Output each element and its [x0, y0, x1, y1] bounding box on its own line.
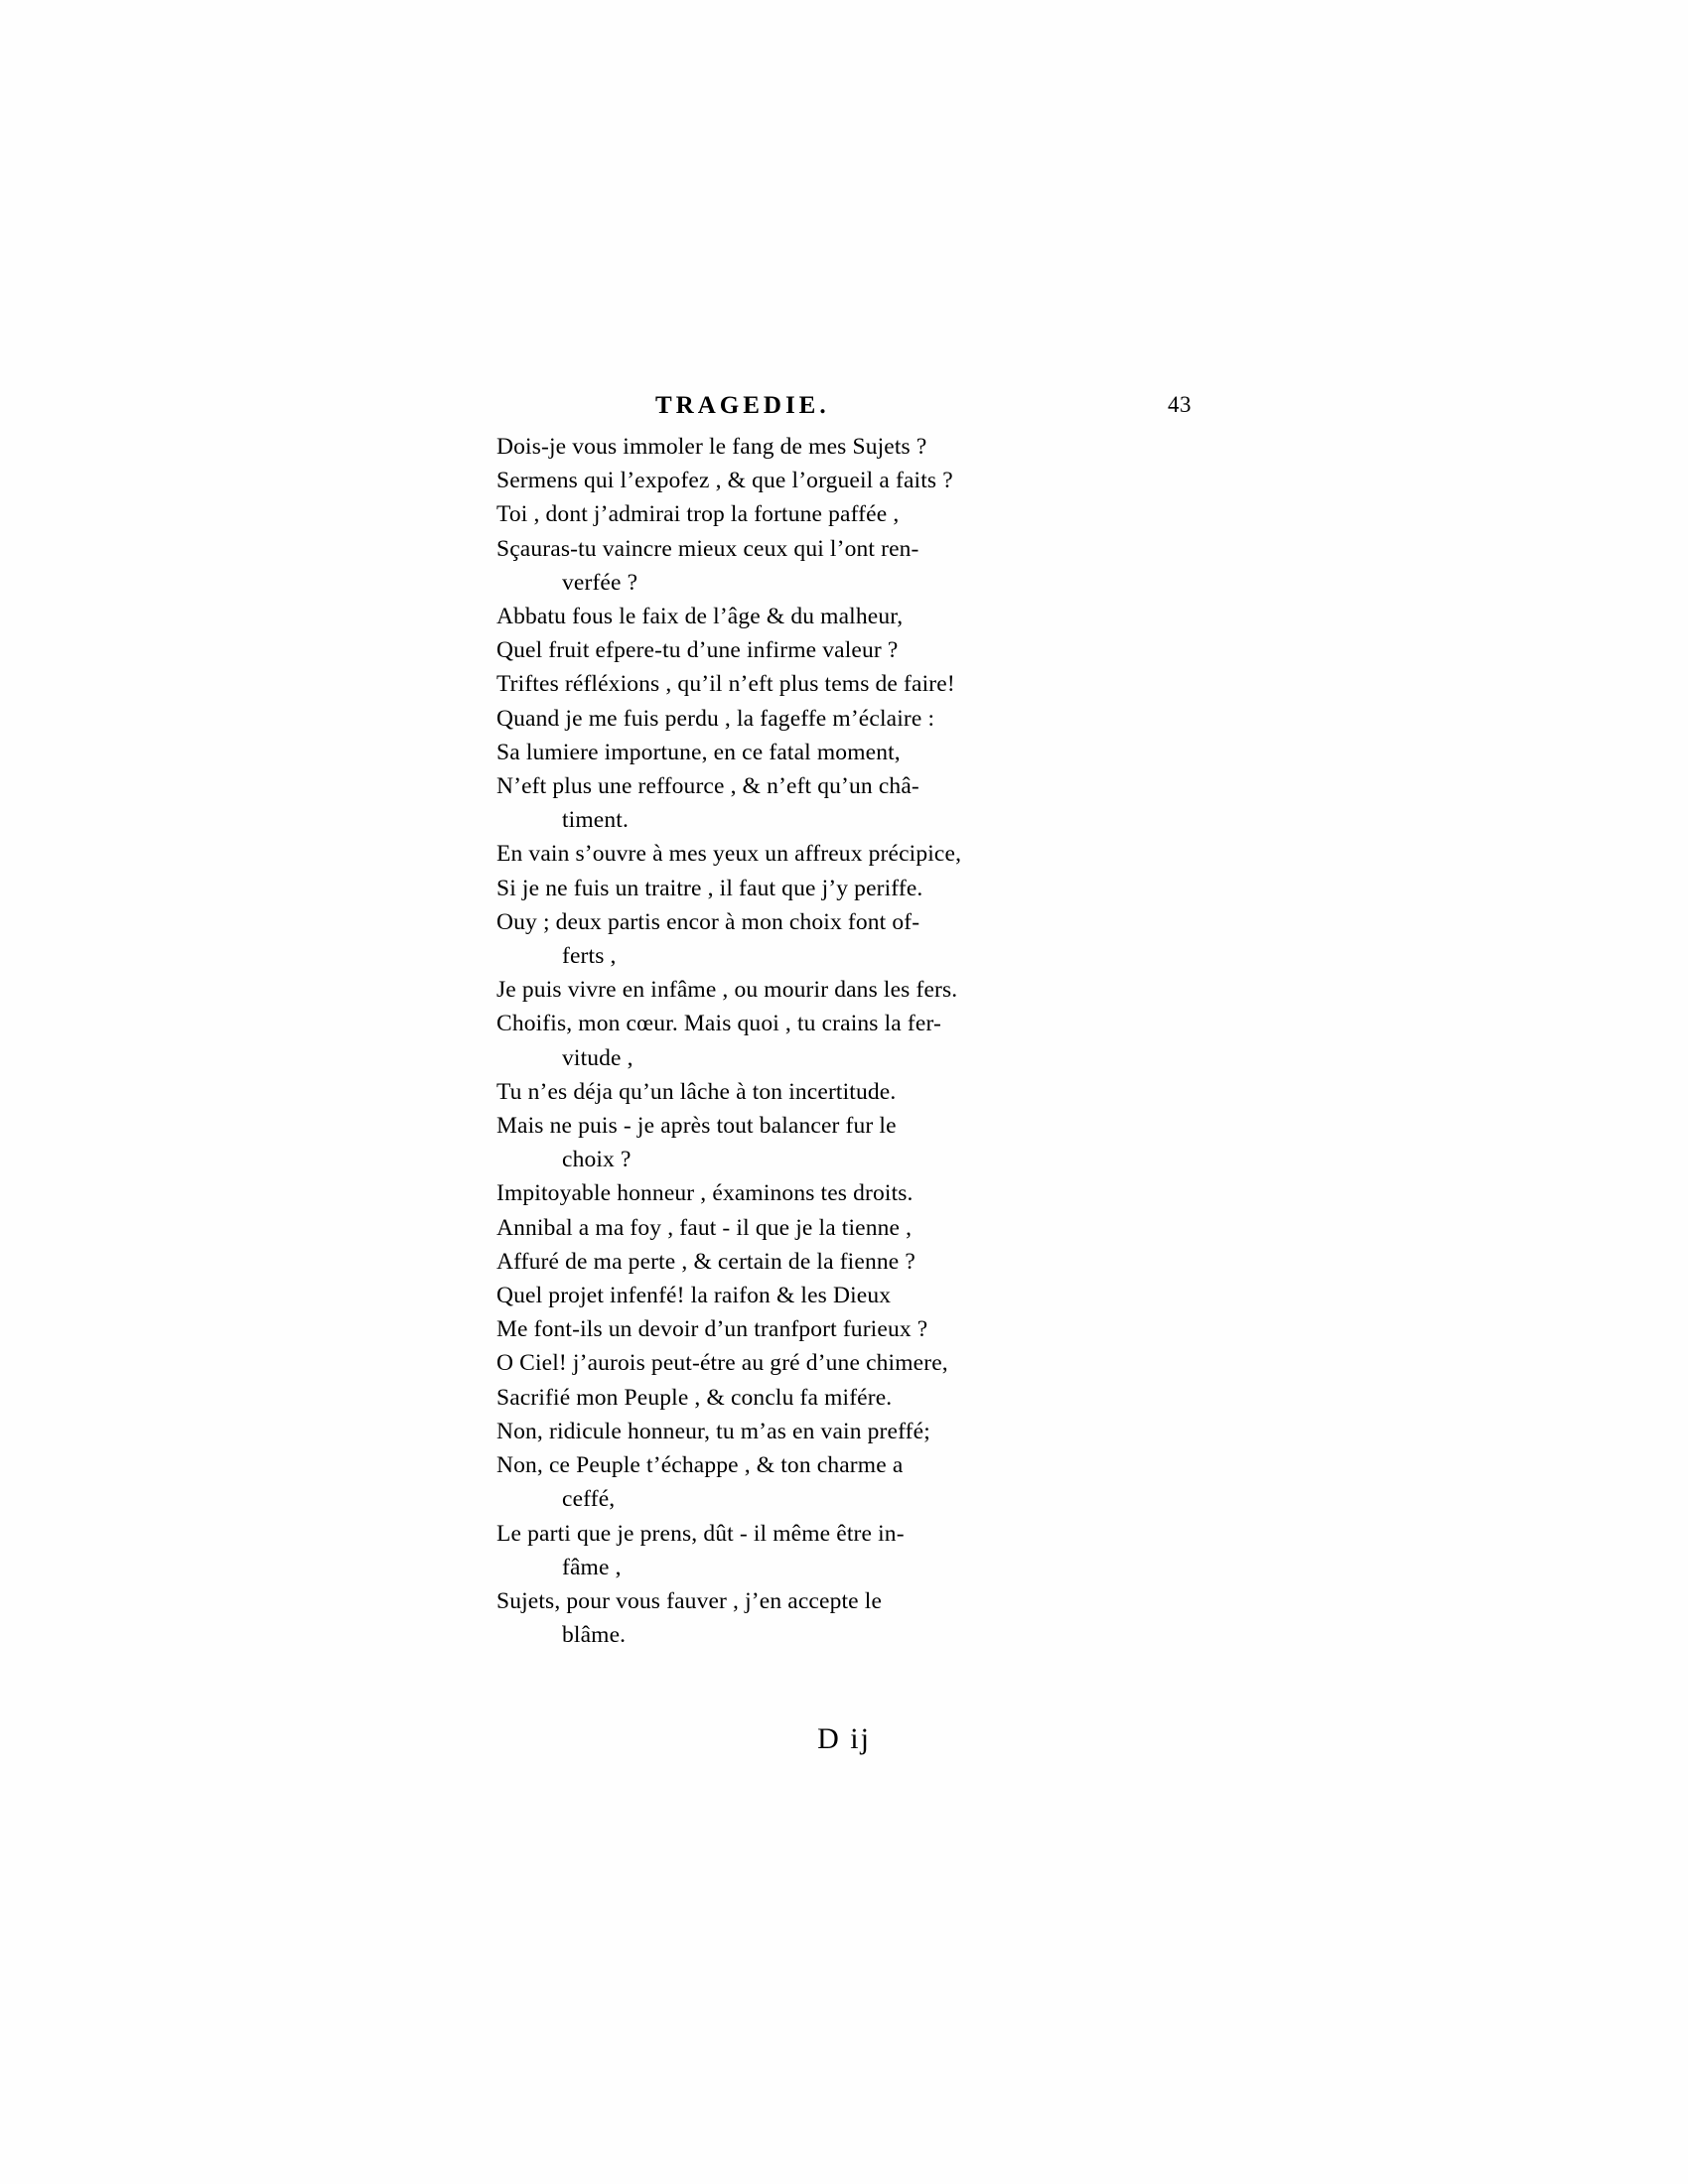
verse-line: Ouy ; deux partis encor à mon choix font of- [496, 908, 920, 935]
page-header [496, 392, 1192, 426]
verse-line: vitude , [562, 1044, 633, 1071]
verse-line: N’eft plus une reffource , & n’eft qu’un châ- [496, 773, 919, 800]
verse-line: Annibal a ma foy , faut - il que je la tienne , [496, 1214, 913, 1241]
verse-line: Non, ridicule honneur, tu m’as en vain preffé; [496, 1418, 930, 1444]
page-number: 43 [1168, 392, 1192, 417]
verse-line: Impitoyable honneur , éxaminons tes droits. [496, 1180, 914, 1207]
verse-line: ferts , [562, 943, 617, 970]
verse-line: Quel fruit efpere-tu d’une infirme valeur ? [496, 637, 899, 664]
signature-mark: D ij [817, 1722, 871, 1755]
verse-line: Mais ne puis - je après tout balancer fur le [496, 1113, 897, 1140]
verse-line: Sa lumiere importune, en ce fatal moment, [496, 739, 901, 765]
verse-line: choix ? [562, 1147, 632, 1173]
running-head: TRAGEDIE. [655, 392, 830, 419]
verse-line: Tu n’es déja qu’un lâche à ton incertitude. [496, 1078, 897, 1105]
verse-line: blâme. [562, 1622, 627, 1649]
verse-line: Je puis vivre en infâme , ou mourir dans les fers. [496, 977, 958, 1004]
verse-line: Choifis, mon cœur. Mais quoi , tu crains la fer- [496, 1011, 941, 1037]
verse-line: verfée ? [562, 569, 638, 596]
verse-line: Affuré de ma perte , & certain de la fienne ? [496, 1248, 915, 1275]
verse-line: Sacrifié mon Peuple , & conclu fa mifére. [496, 1384, 893, 1411]
verse-line: O Ciel! j’aurois peut-étre au gré d’une chimere, [496, 1350, 948, 1377]
verse-line: Sçauras-tu vaincre mieux ceux qui l’ont ren- [496, 535, 919, 562]
verse-line: ceffé, [562, 1486, 616, 1513]
verse-line: Me font-ils un devoir d’un tranfport furieux ? [496, 1316, 928, 1343]
page-text-block [496, 392, 1192, 1652]
verse-line: En vain s’ouvre à mes yeux un affreux précipice, [496, 841, 962, 868]
verse-line: Si je ne fuis un traitre , il faut que j’y periffe. [496, 875, 923, 901]
verse-line: Abbatu fous le faix de l’âge & du malheur, [496, 604, 904, 630]
verse-line: timent. [562, 807, 629, 834]
verse-line: Quand je me fuis perdu , la fageffe m’éclaire : [496, 705, 935, 732]
verse-line: fâme , [562, 1554, 622, 1580]
verse-line: Triftes réfléxions , qu’il n’eft plus tems de faire! [496, 671, 955, 698]
verse-line: Sermens qui l’expofez , & que l’orgueil a faits ? [496, 468, 953, 494]
verse-line: Toi , dont j’admirai trop la fortune paffée , [496, 501, 900, 528]
verse-line: Sujets, pour vous fauver , j’en accepte le [496, 1587, 883, 1614]
verse-line: Le parti que je prens, dût - il même être in- [496, 1520, 905, 1547]
verse-line: Non, ce Peuple t’échappe , & ton charme a [496, 1452, 904, 1479]
verse-line: Dois-je vous immoler le fang de mes Sujets ? [496, 434, 927, 460]
verse-line: Quel projet infenfé! la raifon & les Dieux [496, 1283, 892, 1309]
